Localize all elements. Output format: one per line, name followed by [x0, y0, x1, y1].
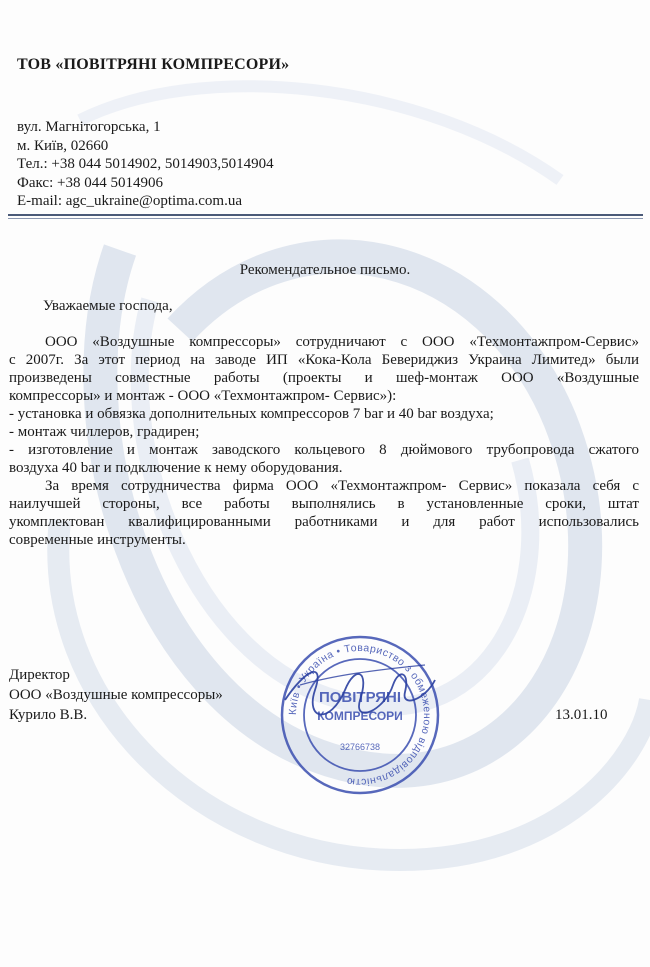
- email: E-mail: agc_ukraine@optima.com.ua: [17, 193, 242, 209]
- company-name: ТОВ «ПОВІТРЯНІ КОМПРЕСОРИ»: [17, 56, 290, 73]
- salutation: Уважаемые господа,: [43, 298, 173, 314]
- letter-date: 13.01.10: [555, 707, 608, 723]
- paragraph-2-line: современные инструменты.: [9, 532, 186, 548]
- stamp-ring-text: Київ • Україна • Товариство з обмеженою відповідальністю: [286, 641, 434, 789]
- paragraph-2-line: наилучшей стороны, все работы выполнялись в установленные сроки, штат: [9, 496, 639, 512]
- paragraph-1-line: с 2007г. За этот период на заводе ИП «Кока-Кола Бевериджиз Украина Лимитед» были: [9, 352, 639, 368]
- stamp-id-code: 32766738: [339, 742, 381, 752]
- paragraph-1: [9, 333, 639, 549]
- bullet-item-continued: воздуха 40 bar и подключение к нему оборудования.: [9, 460, 343, 476]
- paragraph-2-line: укомплектован квалифицированными работниками и для работ использовались: [9, 514, 639, 530]
- phone: Тел.: +38 044 5014902, 5014903,5014904: [17, 156, 274, 172]
- bullet-item: - изготовление и монтаж заводского кольцевого 8 дюймового трубопровода сжатого: [9, 442, 639, 458]
- paragraph-2-line: За время сотрудничества фирма ООО «Техмонтажпром- Сервис» показала себя с: [45, 478, 639, 494]
- stamp-center-line2: КОМПРЕСОРИ: [317, 709, 403, 723]
- signer-org: ООО «Воздушные компрессоры»: [9, 687, 223, 703]
- fax: Факс: +38 044 5014906: [17, 175, 163, 191]
- letterhead-divider-thin: [8, 218, 643, 219]
- address-city: м. Київ, 02660: [17, 138, 109, 154]
- letterhead-divider: [8, 214, 643, 216]
- signer-position: Директор: [9, 667, 70, 683]
- paragraph-1-line: компрессоры» и монтаж - ООО «Техмонтажпром- Сервис»):: [9, 388, 397, 404]
- signer-name: Курило В.В.: [9, 707, 88, 723]
- address-street: вул. Магнітогорська, 1: [17, 119, 161, 135]
- stamp-center-line1: ПОВІТРЯНІ: [318, 689, 402, 706]
- bullet-item: - установка и обвязка дополнительных компрессоров 7 bar и 40 bar воздуха;: [9, 406, 494, 422]
- paragraph-1-line: ООО «Воздушные компрессоры» сотрудничают с ООО «Техмонтажпром-Сервис»: [45, 334, 639, 350]
- paragraph-1-line: произведены совместные работы (проекты и шеф-монтаж ООО «Воздушные: [9, 370, 639, 386]
- bullet-item: - монтаж чиллеров, градирен;: [9, 424, 200, 440]
- company-stamp: [275, 630, 445, 800]
- letter-title: Рекомендательное письмо.: [239, 262, 411, 278]
